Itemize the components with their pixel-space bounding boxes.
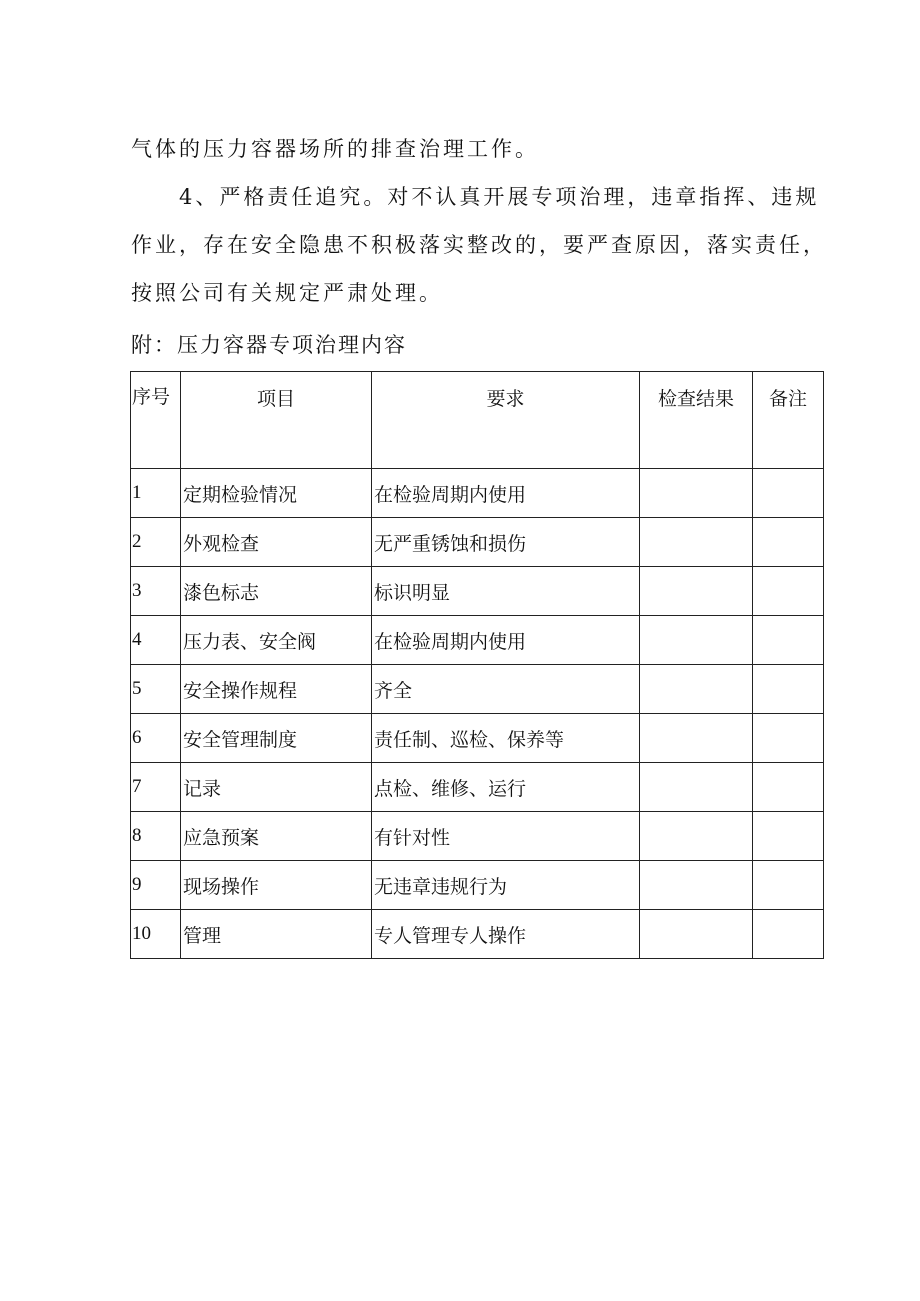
row-requirement: 无违章违规行为	[372, 861, 640, 910]
row-item: 安全操作规程	[181, 665, 372, 714]
table-row	[131, 567, 824, 616]
row-number: 4	[131, 616, 181, 665]
row-requirement: 点检、维修、运行	[372, 763, 640, 812]
row-item: 记录	[181, 763, 372, 812]
row-number: 8	[131, 812, 181, 861]
table-header-row	[131, 372, 824, 469]
table-row	[131, 616, 824, 665]
row-requirement: 责任制、巡检、保养等	[372, 714, 640, 763]
row-item: 安全管理制度	[181, 714, 372, 763]
attachment-title: 附：压力容器专项治理内容	[131, 333, 407, 357]
row-result[interactable]	[640, 665, 753, 714]
row-remark[interactable]	[753, 763, 824, 812]
row-number: 6	[131, 714, 181, 763]
row-remark[interactable]	[753, 567, 824, 616]
row-remark[interactable]	[753, 910, 824, 959]
body-text-line-4: 按照公司有关规定严肃处理。	[131, 281, 443, 305]
row-remark[interactable]	[753, 812, 824, 861]
inspection-table	[130, 371, 824, 959]
row-remark[interactable]	[753, 518, 824, 567]
row-number: 10	[131, 910, 181, 959]
row-result[interactable]	[640, 616, 753, 665]
row-item: 定期检验情况	[181, 469, 372, 518]
table-row	[131, 861, 824, 910]
row-requirement: 标识明显	[372, 567, 640, 616]
row-requirement: 有针对性	[372, 812, 640, 861]
table-row	[131, 910, 824, 959]
row-requirement: 在检验周期内使用	[372, 469, 640, 518]
row-number: 1	[131, 469, 181, 518]
row-remark[interactable]	[753, 616, 824, 665]
row-remark[interactable]	[753, 714, 824, 763]
row-result[interactable]	[640, 861, 753, 910]
body-text-line-1: 气体的压力容器场所的排查治理工作。	[131, 137, 539, 161]
row-item: 压力表、安全阀	[181, 616, 372, 665]
table-row	[131, 763, 824, 812]
row-result[interactable]	[640, 567, 753, 616]
row-remark[interactable]	[753, 861, 824, 910]
row-item: 管理	[181, 910, 372, 959]
row-result[interactable]	[640, 910, 753, 959]
row-result[interactable]	[640, 812, 753, 861]
header-result: 检查结果	[640, 372, 753, 469]
row-item: 外观检查	[181, 518, 372, 567]
table-row	[131, 812, 824, 861]
row-requirement: 无严重锈蚀和损伤	[372, 518, 640, 567]
table-row	[131, 665, 824, 714]
row-item: 应急预案	[181, 812, 372, 861]
row-item: 漆色标志	[181, 567, 372, 616]
header-item: 项目	[181, 372, 372, 469]
table-row	[131, 714, 824, 763]
header-remark: 备注	[753, 372, 824, 469]
row-number: 3	[131, 567, 181, 616]
row-result[interactable]	[640, 763, 753, 812]
row-result[interactable]	[640, 469, 753, 518]
table-row	[131, 518, 824, 567]
row-result[interactable]	[640, 714, 753, 763]
row-requirement: 专人管理专人操作	[372, 910, 640, 959]
row-number: 2	[131, 518, 181, 567]
row-number: 5	[131, 665, 181, 714]
body-text-line-2: 4、严格责任追究。对不认真开展专项治理，违章指挥、违规	[131, 185, 820, 209]
body-text-line-3: 作业，存在安全隐患不积极落实整改的，要严查原因，落实责任，	[131, 233, 827, 257]
header-seq: 序号	[131, 372, 181, 469]
header-requirement: 要求	[372, 372, 640, 469]
row-requirement: 齐全	[372, 665, 640, 714]
table-row	[131, 469, 824, 518]
row-number: 7	[131, 763, 181, 812]
row-number: 9	[131, 861, 181, 910]
row-result[interactable]	[640, 518, 753, 567]
row-item: 现场操作	[181, 861, 372, 910]
row-remark[interactable]	[753, 665, 824, 714]
row-remark[interactable]	[753, 469, 824, 518]
row-requirement: 在检验周期内使用	[372, 616, 640, 665]
